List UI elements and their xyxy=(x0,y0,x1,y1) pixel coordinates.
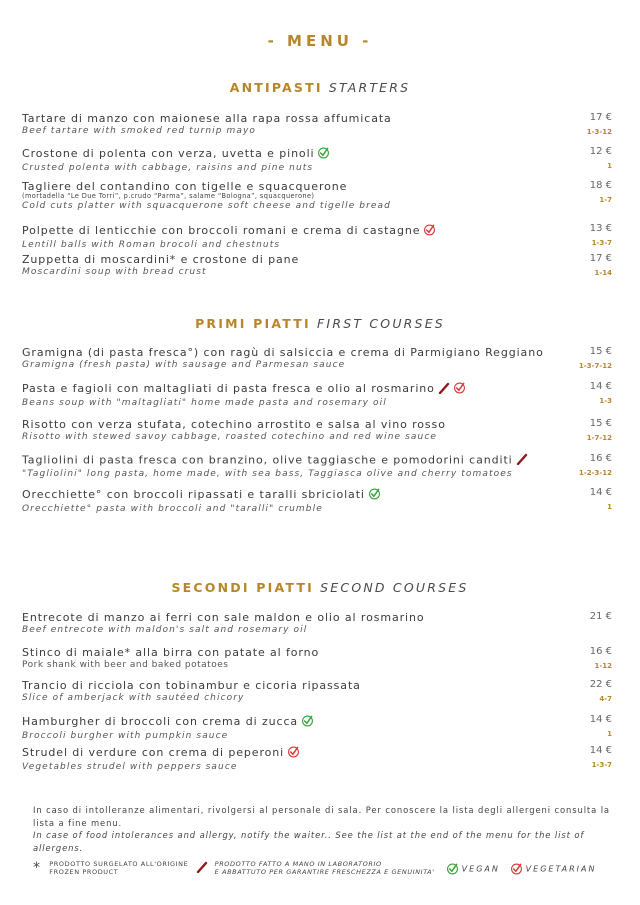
section-heading-en: FIRST COURSES xyxy=(317,316,445,331)
dish-name-text: Trancio di ricciola con tobinambur e cicoria ripassata xyxy=(22,679,361,692)
dish-allergens: 1 xyxy=(607,162,612,170)
dish-price: 15 € xyxy=(589,418,612,429)
handmade-icon xyxy=(516,453,528,468)
section-heading-it: SECONDI PIATTI xyxy=(171,580,314,595)
dish-name-text: Gramigna (di pasta fresca°) con ragù di salsiccia e crema di Parmigiano Reggiano xyxy=(22,346,544,359)
dish-name xyxy=(22,714,614,730)
section-heading xyxy=(0,80,640,95)
dish-name-text: Stinco di maiale* alla birra con patate al forno xyxy=(22,646,320,659)
legend-frozen-en: FROZEN PRODUCT xyxy=(49,868,119,876)
allergy-note-en: In case of food intolerances and allergy, notify the waiter.. See the list at the end of the menu for the list of allergens. xyxy=(33,830,585,853)
dish-name xyxy=(22,346,614,359)
dish-price: 14 € xyxy=(589,714,612,725)
dish-price: 17 € xyxy=(589,112,612,123)
dish-allergens: 1-3-7-12 xyxy=(578,362,612,370)
dish-description: Pork shank with beer and baked potatoes xyxy=(22,660,229,670)
menu-item xyxy=(22,223,614,250)
section-heading-en: SECOND COURSES xyxy=(320,580,469,595)
menu-item xyxy=(22,346,614,370)
vegetarian-icon xyxy=(453,381,466,397)
dish-name-text: Zuppetta di moscardini* e crostone di pane xyxy=(22,253,300,266)
legend-handmade-en: E ABBATTUTO PER GARANTIRE FRESCHEZZA E GENUINITA' xyxy=(214,868,435,876)
handmade-icon xyxy=(438,382,450,397)
dish-description: Lentill balls with Roman brocoli and chestnuts xyxy=(22,240,281,250)
dish-name xyxy=(22,112,614,125)
dish-price: 14 € xyxy=(589,745,612,756)
dish-allergens: 1-2-3-12 xyxy=(578,469,612,477)
dish-allergens: 1-12 xyxy=(594,662,612,670)
menu-item xyxy=(22,112,614,136)
dish-name xyxy=(22,679,614,692)
dish-name xyxy=(22,611,614,624)
vegetarian-icon xyxy=(510,869,523,877)
dish-allergens: 1-3-7 xyxy=(591,239,612,247)
section-heading xyxy=(0,580,640,595)
legend-vegan xyxy=(446,862,500,877)
menu-item xyxy=(22,646,614,670)
dish-allergens: 1-3 xyxy=(599,397,612,405)
legend-handmade xyxy=(196,860,435,876)
menu-item xyxy=(22,381,614,408)
dish-name-text: Tagliolini di pasta fresca con branzino, olive taggiasche e pomodorini canditi xyxy=(22,453,513,467)
allergy-notes xyxy=(33,804,613,854)
menu-item xyxy=(22,679,614,703)
dish-description: Slice of amberjack with sautéed chicory xyxy=(22,693,245,703)
dish-description: Beef entrecote with maldon's salt and rosemary oil xyxy=(22,625,308,635)
dish-subtitle: (mortadella “Le Due Torri”, p.crudo “Parma”, salame “Bologna”, squacquerone) xyxy=(22,192,315,200)
legend-vegetarian xyxy=(510,862,596,877)
dish-description: Moscardini soup with bread crust xyxy=(22,267,207,277)
menu-item xyxy=(22,611,614,635)
allergy-note-it: In caso di intolleranze alimentari, rivolgersi al personale di sala. Per conoscere la lista degli allergeni consulta la lista a fine menu. xyxy=(33,805,610,828)
asterisk-icon: * xyxy=(33,860,41,876)
dish-name-text: Tartare di manzo con maionese alla rapa rossa affumicata xyxy=(22,112,392,125)
dish-name xyxy=(22,418,614,431)
section-heading xyxy=(0,316,640,331)
vegan-icon xyxy=(368,487,381,503)
dish-description: Beef tartare with smoked red turnip mayo xyxy=(22,126,257,136)
dish-allergens: 1-3-7 xyxy=(591,761,612,769)
legend-frozen xyxy=(33,860,188,876)
menu-item xyxy=(22,453,614,479)
dish-price: 14 € xyxy=(589,487,612,498)
dish-name xyxy=(22,646,614,659)
dish-description: Cold cuts platter with squacquerone soft cheese and tigelle bread xyxy=(22,201,391,211)
dish-description: Vegetables strudel with peppers sauce xyxy=(22,762,238,772)
dish-description: Beans soup with "maltagliati" home made pasta and rosemary oil xyxy=(22,398,387,408)
dish-name-text: Polpette di lenticchie con broccoli romani e crema di castagne xyxy=(22,224,421,237)
dish-name xyxy=(22,146,614,162)
section-heading-it: ANTIPASTI xyxy=(229,80,323,95)
dish-price: 15 € xyxy=(589,346,612,357)
dish-price: 21 € xyxy=(589,611,612,622)
dish-name-text: Crostone di polenta con verza, uvetta e pinoli xyxy=(22,147,315,160)
menu-item xyxy=(22,487,614,514)
dish-price: 16 € xyxy=(589,646,612,657)
menu-item xyxy=(22,146,614,173)
legend-vegan-label: VEGAN xyxy=(461,864,500,874)
dish-price: 14 € xyxy=(589,381,612,392)
dish-description: Orecchiette° pasta with broccoli and "taralli" crumble xyxy=(22,504,323,514)
dish-name xyxy=(22,381,614,397)
dish-allergens: 1-14 xyxy=(594,269,612,277)
section-heading-it: PRIMI PIATTI xyxy=(195,316,311,331)
vegetarian-icon xyxy=(423,223,436,239)
dish-name xyxy=(22,453,614,468)
vegan-icon xyxy=(301,714,314,730)
dish-name-text: Entrecote di manzo ai ferri con sale maldon e olio al rosmarino xyxy=(22,611,425,624)
menu-title: - MENU - xyxy=(267,32,373,50)
dish-name-text: Orecchiette° con broccoli ripassati e taralli sbriciolati xyxy=(22,488,365,501)
dish-allergens: 4-7 xyxy=(599,695,612,703)
dish-description: Risotto with stewed savoy cabbage, roasted cotechino and red wine sauce xyxy=(22,432,438,442)
dish-allergens: 1-7-12 xyxy=(586,434,612,442)
menu-item xyxy=(22,418,614,442)
menu-item xyxy=(22,180,614,211)
legend-vegetarian-label: VEGETARIAN xyxy=(525,864,597,874)
section-heading-en: STARTERS xyxy=(328,80,411,95)
dish-allergens: 1-7 xyxy=(599,196,612,204)
legend-handmade-icon xyxy=(196,861,208,875)
dish-name xyxy=(22,223,614,239)
menu-item xyxy=(22,253,614,277)
legend-frozen-it: PRODOTTO SURGELATO ALL'ORIGINE xyxy=(49,860,189,868)
dish-name-text: Risotto con verza stufata, cotechino arrostito e salsa al vino rosso xyxy=(22,418,446,431)
legend-handmade-it: PRODOTTO FATTO A MANO IN LABORATORIO xyxy=(214,860,382,868)
dish-allergens: 1 xyxy=(607,730,612,738)
dish-allergens: 1 xyxy=(607,503,612,511)
dish-name xyxy=(22,253,614,266)
menu-item xyxy=(22,714,614,741)
dish-price: 16 € xyxy=(589,453,612,464)
vegan-icon xyxy=(317,146,330,162)
dish-price: 17 € xyxy=(589,253,612,264)
dish-price: 18 € xyxy=(589,180,612,191)
dish-description: Broccoli burgher with pumpkin sauce xyxy=(22,731,229,741)
dish-description: Gramigna (fresh pasta) with sausage and Parmesan sauce xyxy=(22,360,346,370)
dish-price: 13 € xyxy=(589,223,612,234)
dish-name-text: Tagliere del contandino con tigelle e squacquerone xyxy=(22,180,348,193)
dish-name-text: Pasta e fagioli con maltagliati di pasta fresca e olio al rosmarino xyxy=(22,382,435,395)
dish-name xyxy=(22,487,614,503)
dish-name-text: Strudel di verdure con crema di peperoni xyxy=(22,746,285,759)
dish-description: "Tagliolini" long pasta, home made, with sea bass, Taggiasca olive and cherry tomatoes xyxy=(22,469,513,479)
menu-item xyxy=(22,745,614,772)
vegan-icon xyxy=(446,869,459,877)
dish-price: 12 € xyxy=(589,146,612,157)
dish-description: Crusted polenta with cabbage, raisins and pine nuts xyxy=(22,163,314,173)
dish-name-text: Hamburgher di broccoli con crema di zucca xyxy=(22,715,299,728)
dish-name xyxy=(22,745,614,761)
dish-allergens: 1-3-12 xyxy=(586,128,612,136)
vegetarian-icon xyxy=(287,745,300,761)
dish-price: 22 € xyxy=(589,679,612,690)
